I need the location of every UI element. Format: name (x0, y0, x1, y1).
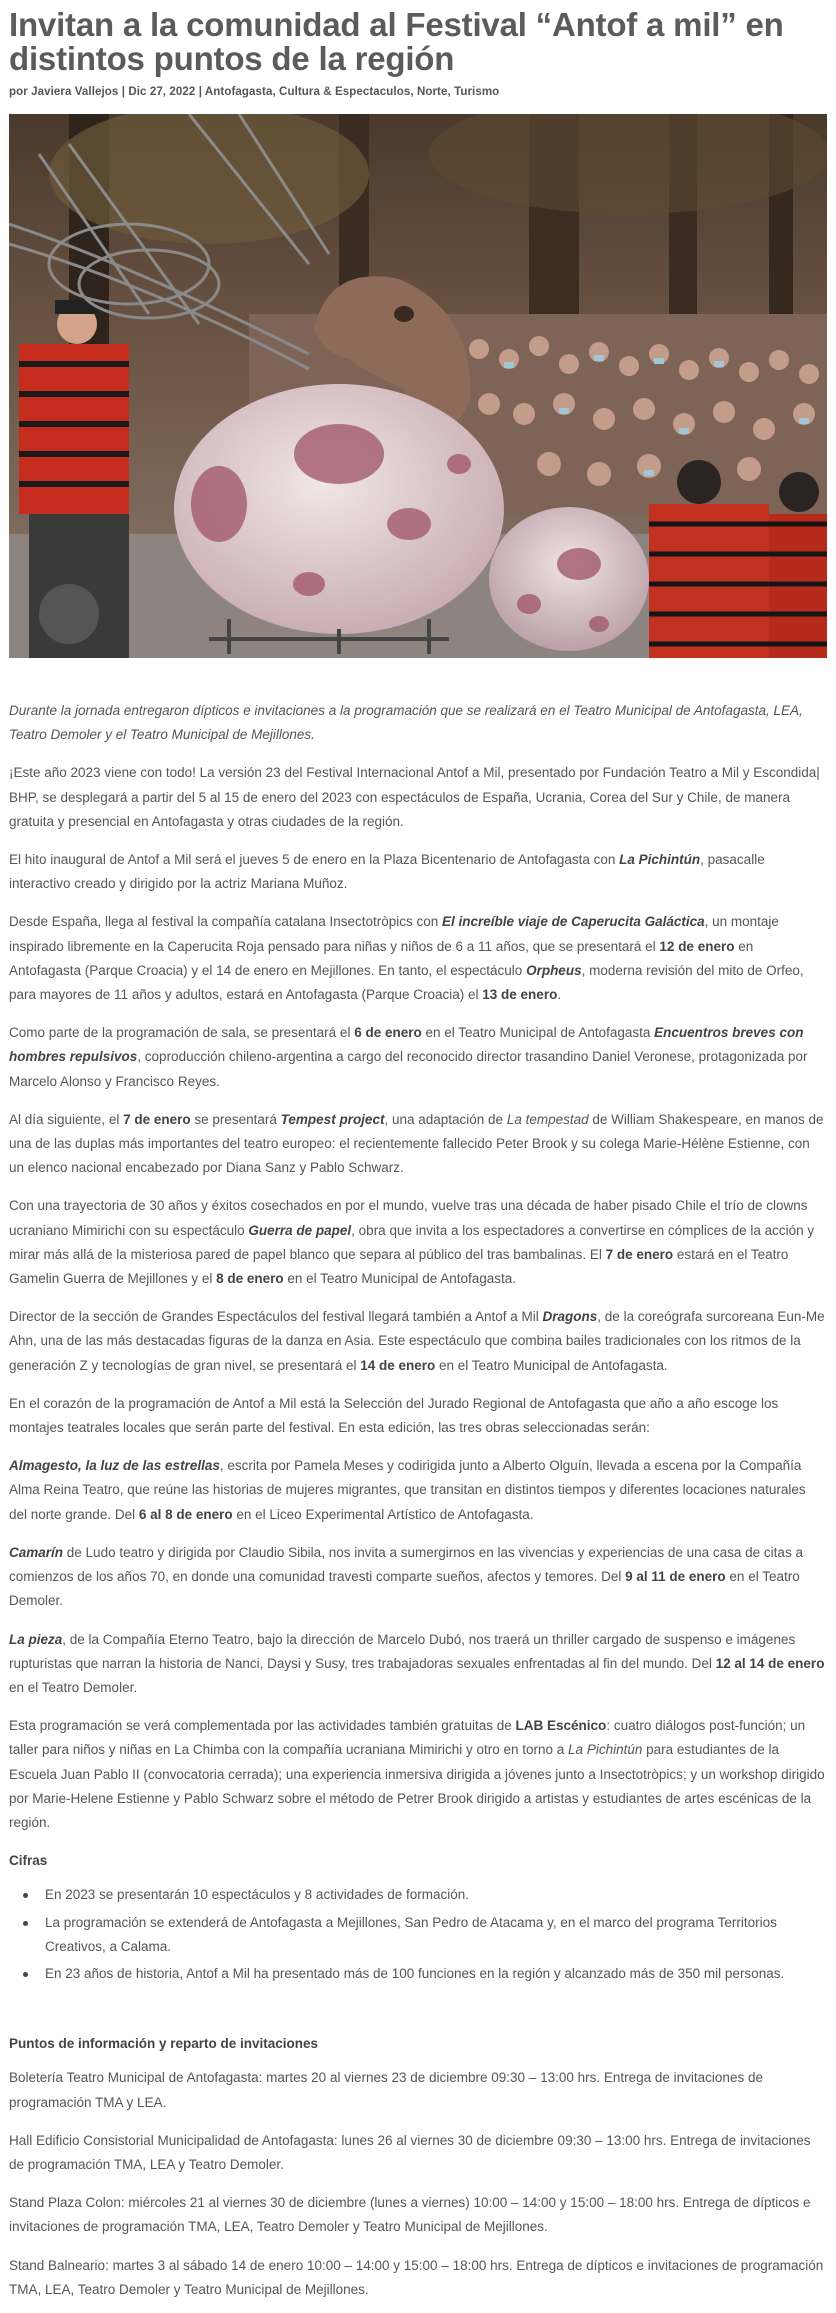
author-link[interactable]: Javiera Vallejos (31, 86, 119, 98)
paragraph: El hito inaugural de Antof a Mil será el jueves 5 de enero en la Plaza Bicentenario de Antofagasta con La Pichintún, pasacalle interactivo creado y dirigido por la actriz Mariana Muñoz. (9, 852, 765, 892)
hero-image (9, 114, 827, 658)
meta-separator: | (198, 86, 203, 98)
meta-prefix: por (9, 86, 28, 98)
info-point: Stand Plaza Colon: miércoles 21 al viernes 30 de diciembre (lunes a viernes) 10:00 – 14:00 y 15:00 – 18:00 hrs. Entrega de dípticos e invitaciones de programación TMA, LEA, Teatro Demoler y Teatro Municipal de Mejillones. (9, 2195, 811, 2235)
list-item: En 2023 se presentarán 10 espectáculos y 8 actividades de formación. (23, 1883, 827, 1907)
publish-date: Dic 27, 2022 (128, 86, 196, 98)
info-point: Boletería Teatro Municipal de Antofagasta: martes 20 al viernes 23 de diciembre 09:30 – 13:00 hrs. Entrega de invitaciones de programación TMA y LEA. (9, 2070, 763, 2110)
lead-text: Durante la jornada entregaron dípticos e invitaciones a la programación que se realizará en el Teatro Municipal de Antofagasta, LEA, Teatro Demoler y el Teatro Municipal de Mejillones. (9, 703, 803, 743)
paragraph: Con una trayectoria de 30 años y éxitos cosechados en por el mundo, vuelve tras una década de haber pisado Chile el trío de clowns ucraniano Mimirichi con su espectáculo Guerra de papel, obra que invita a los espectadores a convertirse en cómplices de la acción y mirar más allá de la misteriosa pared de papel blanco que separa al público del tras bambalinas. El 7 de enero estará en el Teatro Gamelin Guerra de Mejillones y el 8 de enero en el Teatro Municipal de Antofagasta. (9, 1198, 815, 1287)
paragraph: Esta programación se verá complementada por las actividades también gratuitas de LAB Escénico: cuatro diálogos post-función; un taller para niños y niñas en La Chimba con la compañía ucraniana Mimirichi y otro en torno a La Pichintún para estudiantes de la Escuela Juan Pablo II (convocatoria cerrada); una experiencia inmersiva dirigida a jóvenes junto a Insectotròpics; y un workshop dirigido por Marie-Helene Estienne y Pablo Schwarz sobre el método de Petrer Brook dirigido a artistas y estudiantes de artes escénicas de la región. (9, 1718, 825, 1830)
paragraph: Como parte de la programación de sala, se presentará el 6 de enero en el Teatro Municipal de Antofagasta Encuentros breves con hombres repulsivos, coproducción chileno-argentina a cargo del reconocido director trasandino Daniel Veronese, protagonizada por Marcelo Alonso y Francisco Reyes. (9, 1025, 808, 1089)
category-link[interactable]: Cultura & Espectaculos (279, 86, 411, 98)
paragraph: La pieza, de la Compañía Eterno Teatro, bajo la dirección de Marcelo Dubó, nos traerá un thriller cargado de suspenso e imágenes rupturistas que narran la historia de Nanci, Daysi y Susy, tres trabajadoras sexuales enfrentadas al fin del mundo. Del 12 al 14 de enero en el Teatro Demoler. (9, 1631, 825, 1695)
category-link[interactable]: Turismo (454, 86, 500, 98)
paragraph: ¡Este año 2023 viene con todo! La versión 23 del Festival Internacional Antof a Mil, presentado por Fundación Teatro a Mil y Escondida| BHP, se desplegará a partir del 5 al 15 de enero del 2023 con espectáculos de España, Ucrania, Corea del Sur y Chile, de manera gratuita y presencial en Antofagasta y otras ciudades de la región. (9, 765, 820, 829)
article-meta: por Javiera Vallejos | Dic 27, 2022 | Antofagasta, Cultura & Espectaculos, Norte, Turismo (9, 86, 500, 98)
list-item: La programación se extenderá de Antofagasta a Mejillones, San Pedro de Atacama y, en el marco del programa Territorios Creativos, a Calama. (23, 1911, 827, 1959)
cifras-list (9, 1883, 827, 1986)
article-title: Invitan a la comunidad al Festival “Antof a mil” en distintos puntos de la región (9, 6, 784, 77)
info-point: Hall Edificio Consistorial Municipalidad de Antofagasta: lunes 26 al viernes 30 de diciembre 09:30 – 13:00 hrs. Entrega de invitaciones de programación TMA, LEA y Teatro Demoler. (9, 2132, 811, 2172)
paragraph: Almagesto, la luz de las estrellas, escrita por Pamela Meses y codirigida junto a Alberto Olguín, llevada a escena por la Compañía Alma Reina Teatro, que reúne las historias de mujeres migrantes, que transitan en distintos tiempos y diferentes locaciones naturales del norte grande. Del 6 al 8 de enero en el Liceo Experimental Artístico de Antofagasta. (9, 1458, 806, 1522)
meta-separator: | (121, 86, 126, 98)
category-link[interactable]: Norte (416, 86, 448, 98)
paragraph: En el corazón de la programación de Antof a Mil está la Selección del Jurado Regional de Antofagasta que año a año escoge los montajes teatrales locales que serán parte del festival. En esta edición, las tres obras seleccionadas serán: (9, 1395, 779, 1436)
article-body (9, 699, 827, 2302)
list-item: En 23 años de historia, Antof a Mil ha presentado más de 100 funciones en la región y alcanzado más de 350 mil personas. (23, 1962, 827, 1986)
paragraph: Camarín de Ludo teatro y dirigida por Claudio Sibila, nos invita a sumergirnos en las vivencias y experiencias de una casa de citas a comienzos de los años 70, en donde una comunidad travesti comparte sueños, afectos y temores. Del 9 al 11 de enero en el Teatro Demoler. (9, 1544, 803, 1609)
paragraph: Al día siguiente, el 7 de enero se presentará Tempest project, una adaptación de La tempestad de William Shakespeare, en manos de una de las duplas más importantes del teatro europeo: el recientemente fallecido Peter Brook y su colega Marie-Hélène Estienne, con un elenco nacional encabezado por Diana Sanz y Pablo Schwarz. (9, 1111, 824, 1176)
paragraph: Director de la sección de Grandes Espectáculos del festival llegará también a Antof a Mil Dragons, de la coreógrafa surcoreana Eun-Me Ahn, una de las más destacadas figuras de la danza en Asia. Este espectáculo que combina bailes tradicionales con los ritmos de la generación Z y tecnologías de gran nivel, se presentará el 14 de enero en el Teatro Municipal de Antofagasta. (9, 1309, 825, 1373)
category-link[interactable]: Antofagasta (204, 86, 273, 98)
paragraph: Desde España, llega al festival la compañía catalana Insectotròpics con El increíble viaje de Caperucita Galáctica, un montaje inspirado libremente en la Caperucita Roja pensado para niñas y niños de 6 a 11 años, que se presentará el 12 de enero en Antofagasta (Parque Croacia) y el 14 de enero en Mejillones. En tanto, el espectáculo Orpheus, moderna revisión del mito de Orfeo, para mayores de 11 años y adultos, estará en Antofagasta (Parque Croacia) el 13 de enero. (9, 914, 804, 1003)
article-container (0, 8, 836, 2302)
hero-photo-illustration (9, 114, 827, 658)
info-point: Stand Balneario: martes 3 al sábado 14 de enero 10:00 – 14:00 y 15:00 – 18:00 hrs. Entrega de dípticos e invitaciones de programación TMA, LEA, Teatro Demoler y Teatro Municipal de Mejillones. (9, 2257, 824, 2297)
cifras-heading: Cifras (9, 1853, 48, 1869)
spacer (9, 2000, 827, 2030)
lead-paragraph (9, 699, 827, 747)
puntos-heading: Puntos de información y reparto de invitaciones (9, 2036, 319, 2052)
